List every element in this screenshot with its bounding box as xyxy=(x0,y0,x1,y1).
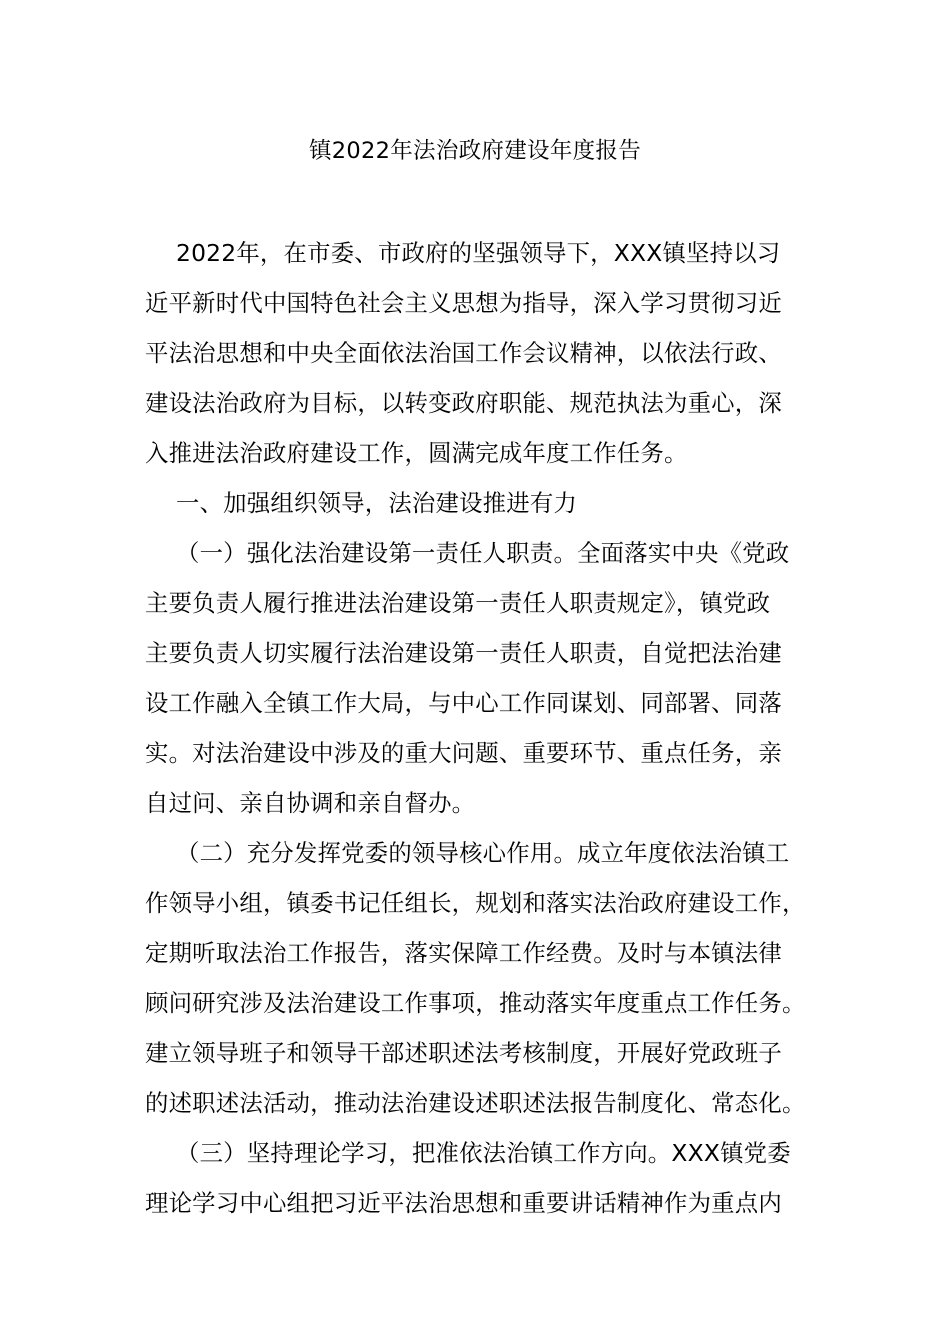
text-line: 主要负责人履行推进法治建设第一责任人职责规定》，镇党政 xyxy=(145,589,771,617)
text-line: 建立领导班子和领导干部述职述法考核制度，开展好党政班子 xyxy=(145,1039,782,1067)
text-line: 理论学习中心组把习近平法治思想和重要讲话精神作为重点内 xyxy=(145,1189,782,1217)
text-line: 定期听取法治工作报告，落实保障工作经费。及时与本镇法律 xyxy=(145,939,782,967)
text-line: （一）强化法治建设第一责任人职责。全面落实中央《党政 xyxy=(176,539,790,567)
text-line: 建设法治政府为目标，以转变政府职能、规范执法为重心，深 xyxy=(145,389,782,417)
text-line: 平法治思想和中央全面依法治国工作会议精神，以依法行政、 xyxy=(145,339,782,367)
document-body xyxy=(145,228,807,1228)
text-line: 顾问研究涉及法治建设工作事项，推动落实年度重点工作任务。 xyxy=(145,989,806,1017)
text-line: 主要负责人切实履行法治建设第一责任人职责，自觉把法治建 xyxy=(145,639,782,667)
text-line: 2022年，在市委、市政府的坚强领导下，XXX镇坚持以习 xyxy=(176,239,781,267)
text-line: 设工作融入全镇工作大局，与中心工作同谋划、同部署、同落 xyxy=(145,689,782,717)
text-line: 入推进法治政府建设工作，圆满完成年度工作任务。 xyxy=(145,439,688,467)
text-line: 作领导小组，镇委书记任组长，规划和落实法治政府建设工作， xyxy=(145,889,806,917)
text-line: （三）坚持理论学习，把准依法治镇工作方向。XXX镇党委 xyxy=(176,1139,791,1167)
text-line: 一、加强组织领导，法治建设推进有力 xyxy=(176,489,578,517)
text-line: 近平新时代中国特色社会主义思想为指导，深入学习贯彻习近 xyxy=(145,289,782,317)
text-line: 的述职述法活动，推动法治建设述职述法报告制度化、常态化。 xyxy=(145,1089,806,1117)
document-title: 镇2022年法治政府建设年度报告 xyxy=(308,138,642,164)
text-line: 自过问、亲自协调和亲自督办。 xyxy=(145,789,476,817)
text-line: （二）充分发挥党委的领导核心作用。成立年度依法治镇工 xyxy=(176,839,790,867)
text-line: 实。对法治建设中涉及的重大问题、重要环节、重点任务，亲 xyxy=(145,739,782,767)
